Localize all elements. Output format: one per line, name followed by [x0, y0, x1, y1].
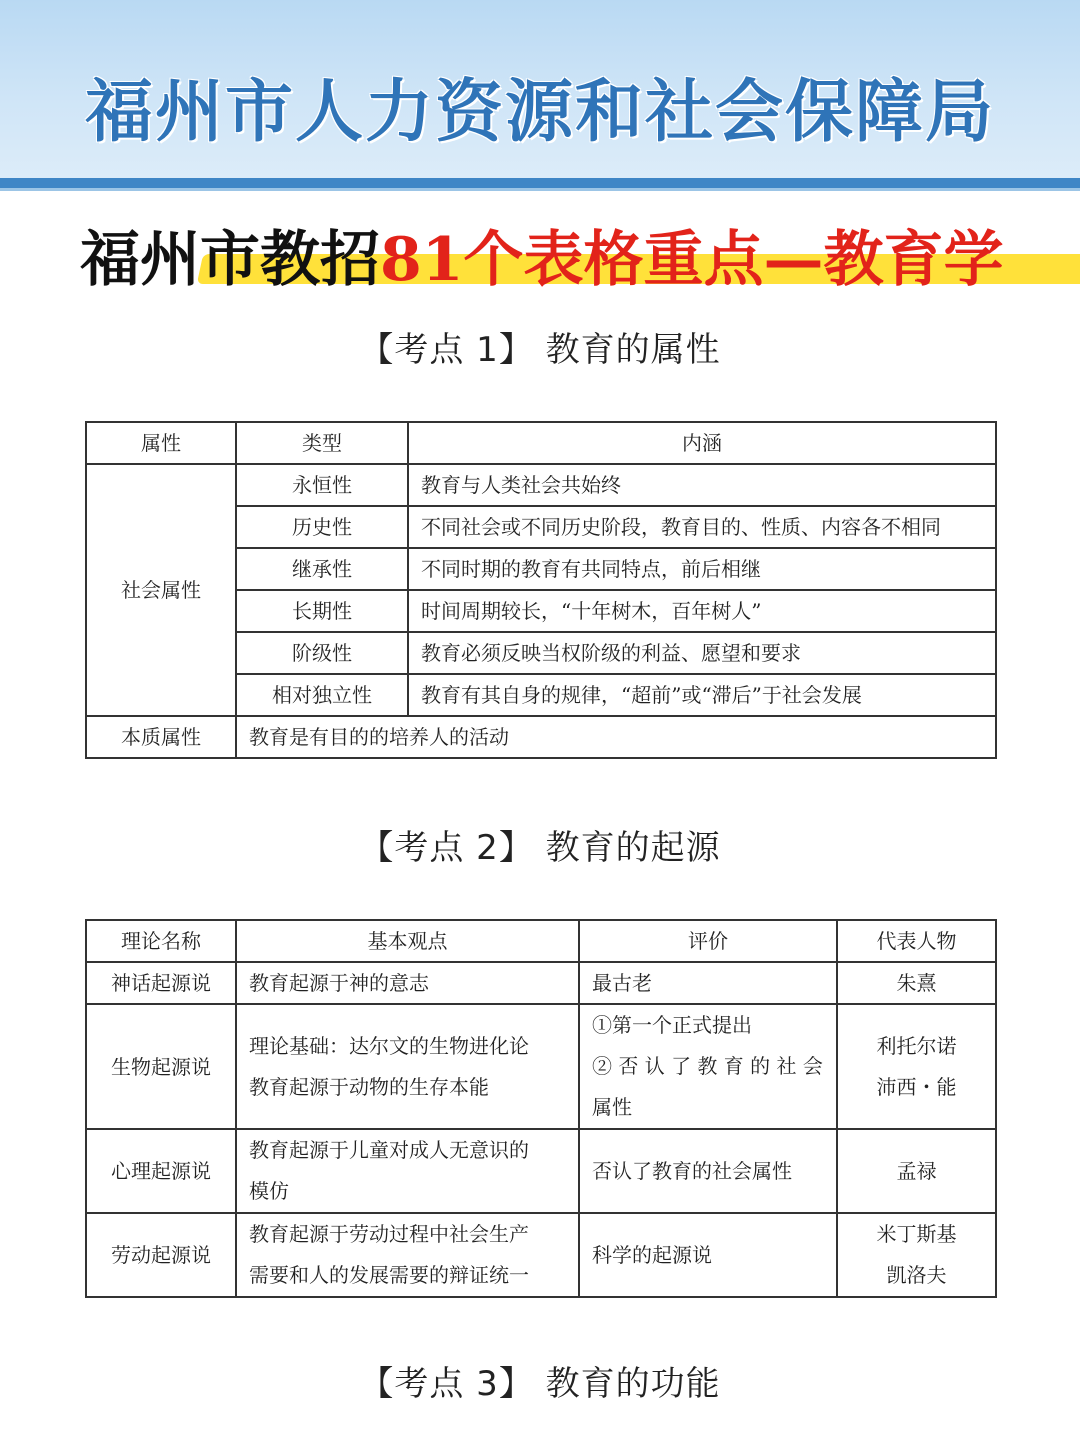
group-label-social: 社会属性 [86, 464, 236, 716]
meaning-cell: 不同社会或不同历史阶段，教育目的、性质、内容各不相同 [408, 506, 996, 548]
table-header-row [86, 422, 996, 464]
people-line: 米丁斯基 [876, 1222, 957, 1246]
type-cell: 继承性 [236, 548, 408, 590]
eval-cell [579, 1004, 837, 1129]
view-line: 教育起源于劳动过程中社会生产 [249, 1222, 529, 1246]
type-cell: 相对独立性 [236, 674, 408, 716]
people-cell [837, 1213, 996, 1297]
people-cell: 孟禄 [837, 1129, 996, 1213]
type-cell: 阶级性 [236, 632, 408, 674]
theory-name: 神话起源说 [86, 962, 236, 1004]
table-row [86, 1129, 996, 1213]
people-line: 凯洛夫 [886, 1263, 947, 1287]
eval-cell: 最古老 [579, 962, 837, 1004]
view-line: 理论基础：达尔文的生物进化论 [249, 1033, 529, 1058]
group-label-essence: 本质属性 [86, 716, 236, 758]
people-cell: 朱熹 [837, 962, 996, 1004]
view-cell: 教育起源于神的意志 [236, 962, 579, 1004]
meaning-cell: 不同时期的教育有共同特点，前后相继 [408, 548, 996, 590]
view-cell [236, 1004, 579, 1129]
table-row [86, 962, 996, 1004]
people-cell [837, 1004, 996, 1129]
table-row [86, 464, 996, 506]
eval-cell: 科学的起源说 [579, 1213, 837, 1297]
meaning-cell: 教育必须反映当权阶级的利益、愿望和要求 [408, 632, 996, 674]
meaning-cell: 教育有其自身的规律，“超前”或“滞后”于社会发展 [408, 674, 996, 716]
origin-table [85, 919, 997, 1298]
people-line: 利托尔诺 [876, 1033, 957, 1058]
type-cell: 历史性 [236, 506, 408, 548]
attributes-table [85, 421, 997, 759]
banner-divider-thin [0, 188, 1080, 191]
banner-divider [0, 178, 1080, 188]
table-row [86, 1004, 996, 1129]
section1-title: 【考点 1】 教育的属性 [359, 330, 721, 370]
view-line: 需要和人的发展需要的辩证统一 [249, 1263, 529, 1287]
banner-title: 福州市人力资源和社会保障局 [84, 73, 995, 152]
eval-line: ①第一个正式提出 [592, 1013, 752, 1037]
type-cell: 永恒性 [236, 464, 408, 506]
table-row [86, 1213, 996, 1297]
theory-name: 心理起源说 [86, 1129, 236, 1213]
type-cell: 长期性 [236, 590, 408, 632]
header-cell: 代表人物 [837, 920, 996, 962]
headline-black-part: 福州市教招 [80, 225, 380, 295]
header-cell: 内涵 [408, 422, 996, 464]
theory-name: 生物起源说 [86, 1004, 236, 1129]
meaning-cell: 教育与人类社会共始终 [408, 464, 996, 506]
section2-title: 【考点 2】 教育的起源 [359, 828, 721, 868]
view-line: 教育起源于动物的生存本能 [249, 1074, 489, 1099]
people-line: 沛西・能 [876, 1074, 957, 1099]
headline-red-part: 81个表格重点—教育学 [380, 225, 1004, 295]
view-line: 模仿 [249, 1179, 289, 1203]
table-header-row [86, 920, 996, 962]
headline [80, 206, 1020, 295]
view-line: 教育起源于儿童对成人无意识的 [249, 1138, 529, 1162]
eval-line: 属性 [592, 1095, 632, 1119]
theory-name: 劳动起源说 [86, 1213, 236, 1297]
view-cell [236, 1213, 579, 1297]
meaning-cell: 时间周期较长，“十年树木，百年树人” [408, 590, 996, 632]
header-cell: 属性 [86, 422, 236, 464]
table-row [86, 716, 996, 758]
header-cell: 评价 [579, 920, 837, 962]
view-cell [236, 1129, 579, 1213]
essence-meaning-cell: 教育是有目的的培养人的活动 [236, 716, 996, 758]
header-cell: 基本观点 [236, 920, 579, 962]
eval-line: ② 否 认 了 教 育 的 社 会 [592, 1054, 823, 1078]
section3-title: 【考点 3】 教育的功能 [359, 1364, 721, 1404]
eval-cell: 否认了教育的社会属性 [579, 1129, 837, 1213]
header-cell: 类型 [236, 422, 408, 464]
header-cell: 理论名称 [86, 920, 236, 962]
